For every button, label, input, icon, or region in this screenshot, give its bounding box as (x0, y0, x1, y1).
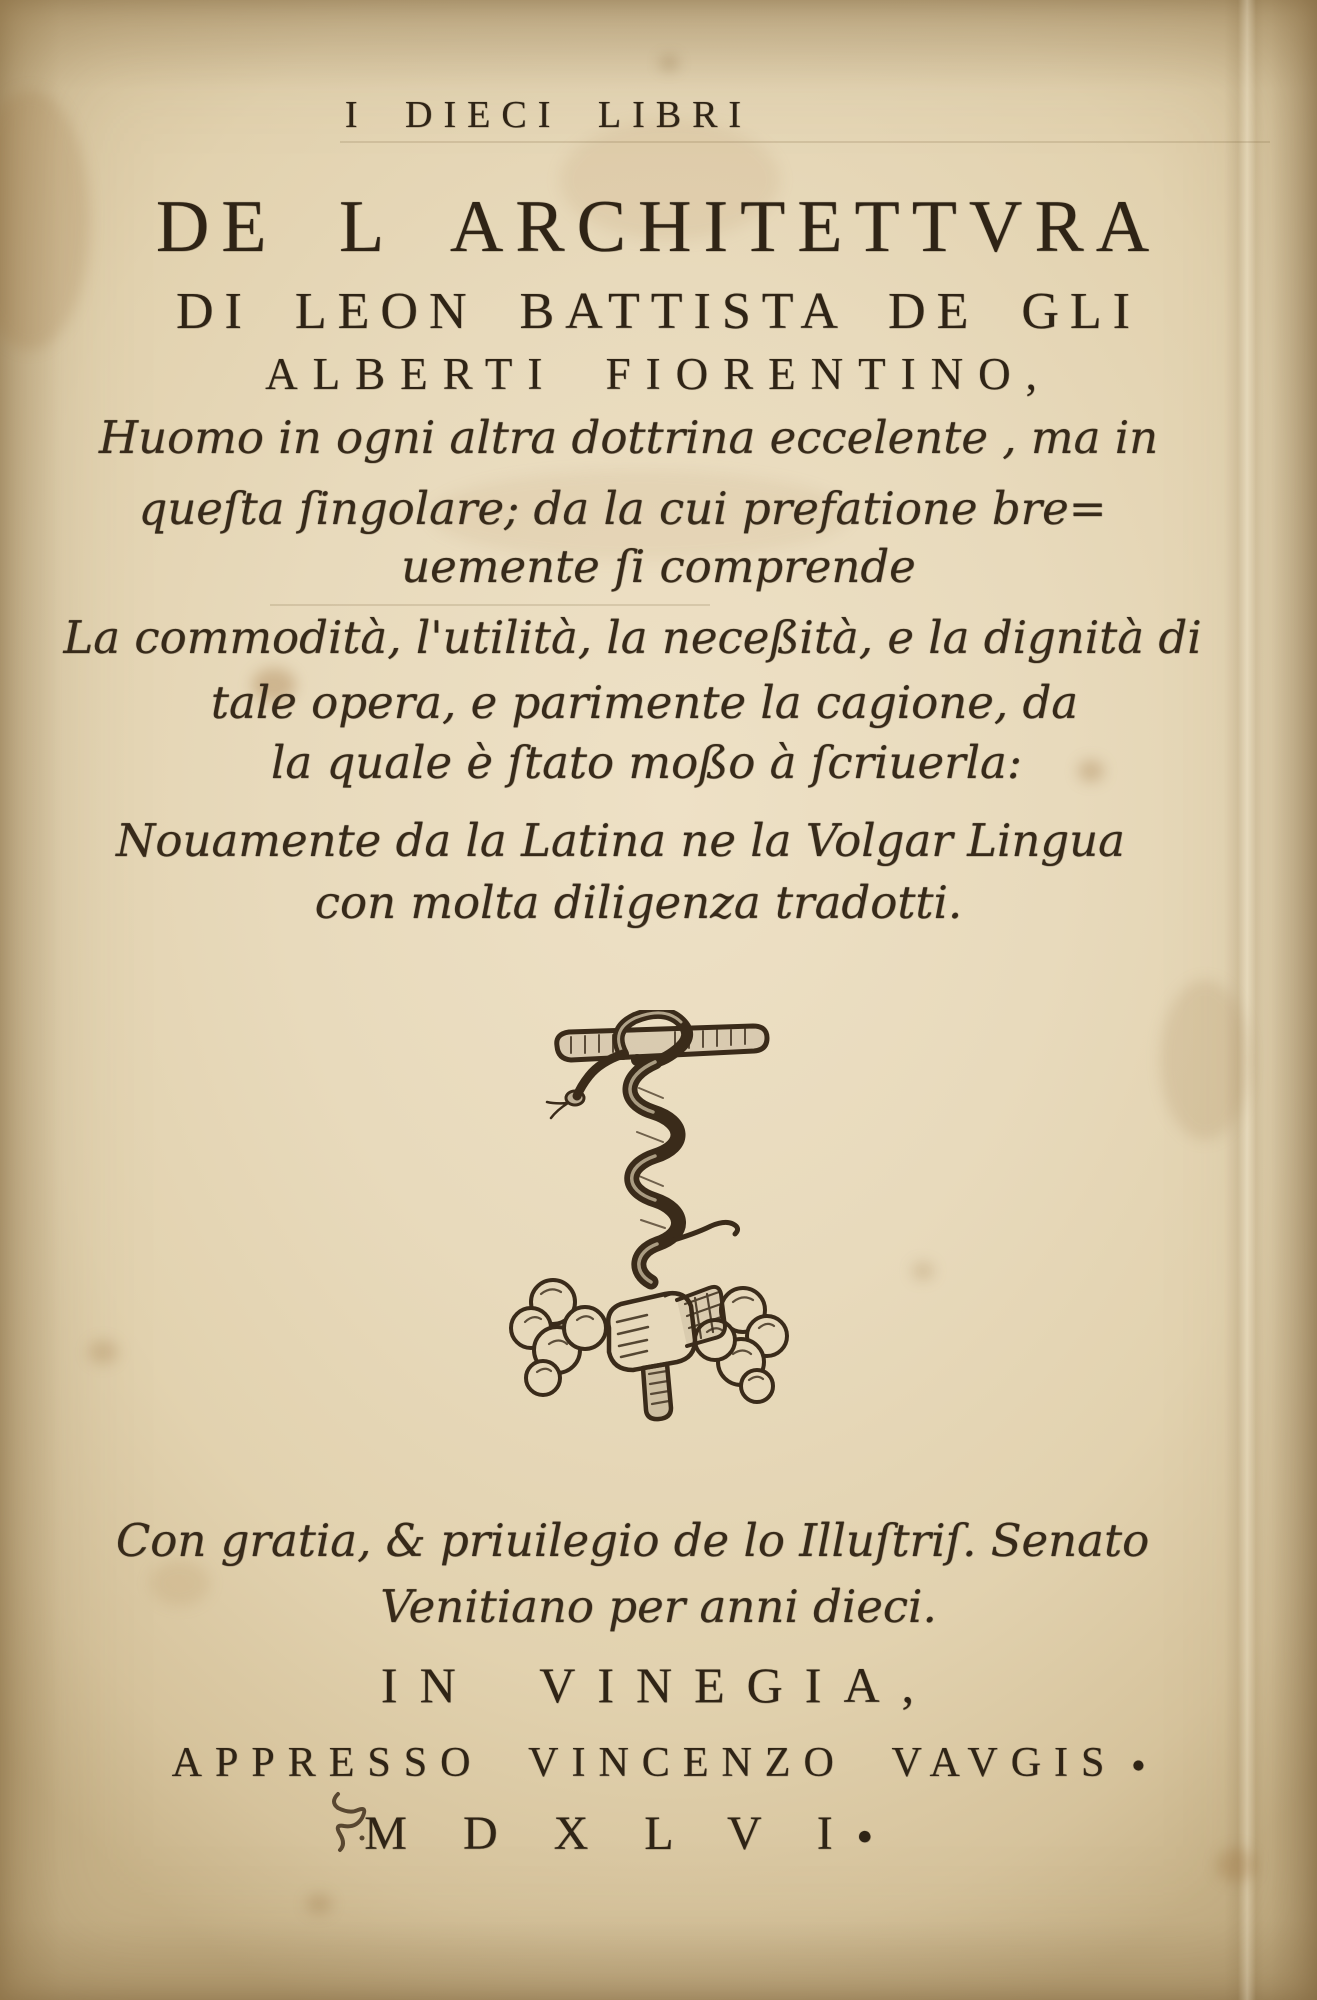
subtitle-line: tale opera, e parimente la cagione, da (210, 676, 1079, 729)
ink-flourish (328, 1788, 380, 1858)
ghost-rule (340, 141, 1270, 143)
imprint-publisher (0, 1742, 1317, 1784)
imprint-publisher-text: APPRESSO VINCENZO VAVGIS (171, 1740, 1118, 1786)
imprint-place: IN VINEGIA, (380, 1657, 937, 1713)
series-title: I DIECI LIBRI (344, 94, 753, 136)
staff-stub (643, 1364, 671, 1419)
paper-stain (660, 56, 678, 70)
ghost-rule (270, 604, 710, 606)
paper-stain (1160, 980, 1250, 1140)
author-line-1: DI LEON BATTISTA DE GLI (176, 283, 1141, 340)
imprint-year (0, 1807, 1277, 1860)
paper-stain (306, 1894, 332, 1914)
subtitle-line: La commodità, l'utilità, la neceßità, e la dignità di (63, 611, 1202, 664)
serpent-column (630, 1062, 679, 1282)
imprint-publisher-dot: ● (1131, 1750, 1146, 1777)
subtitle-line: Nouamente da la Latina ne la Volgar Lingua (116, 814, 1125, 867)
paper-edge-shading (0, 1920, 1317, 2000)
main-title: DE L ARCHITETTVRA (155, 186, 1162, 268)
paper-edge-shading (0, 0, 1317, 90)
privilege-line: Con gratia, & priuilegio de lo Illuſtriſ. Senato (115, 1514, 1150, 1567)
imprint-year-dot: ● (856, 1820, 873, 1851)
subtitle-line: uemente ſi comprende (401, 540, 916, 593)
cloud-left (511, 1280, 606, 1395)
subtitle-line: queſta ſingolare; da la cui prefatione bre= (138, 482, 1107, 535)
imprint-year-text: M D X L V I (364, 1807, 843, 1860)
privilege-line: Venitiano per anni dieci. (380, 1580, 937, 1633)
paper-stain (88, 1340, 118, 1364)
snake-head (547, 1054, 623, 1118)
paper-stain (912, 1262, 934, 1280)
subtitle-line: Huomo in ogni altra dottrina eccelente , ma in (98, 411, 1159, 464)
subtitle-line: con molta diligenza tradotti. (314, 876, 963, 929)
subtitle-line: la quale è ſtato moßo à ſcriuerla: (270, 736, 1023, 789)
author-line-2: ALBERTI FIORENTINO, (265, 349, 1052, 399)
printer-device-woodcut (505, 1010, 795, 1430)
